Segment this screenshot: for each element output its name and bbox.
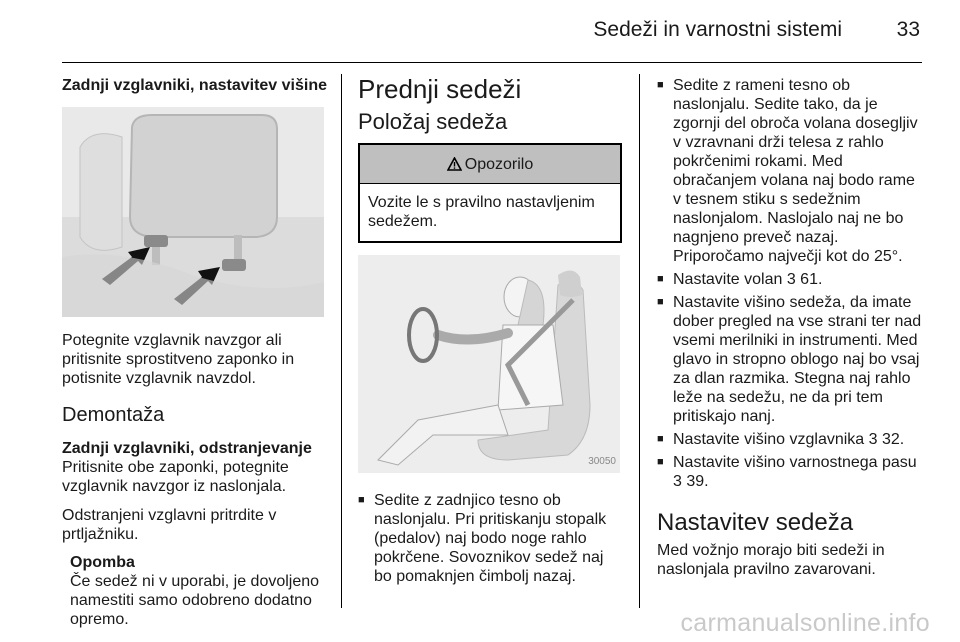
bullet-item: ■ Nastavite višino sedeža, da imate dober pregled na vse strani ter nad vsemi merilniki in instrumenti. Med glavo in stropno oblogo naj bo vsaj za dlan razmika. Stegna naj rahlo leže na sedežu, ne da pri tem pritiskajo nanj. bbox=[657, 293, 925, 426]
bullet-item: ■ Nastavite višino vzglavnika 3 32. bbox=[657, 430, 925, 449]
section-seat-adjust: Nastavitev sedeža bbox=[657, 509, 854, 536]
column-separator-1 bbox=[341, 74, 342, 608]
page-number: 33 bbox=[896, 18, 920, 41]
warning-triangle-icon bbox=[447, 157, 462, 171]
header-rule bbox=[62, 62, 922, 63]
subheading-removal: Zadnji vzglavniki, odstranjevanje bbox=[62, 440, 312, 457]
bullet-item: ■ Sedite z rameni tesno ob naslonjalu. Sedite tako, da je zgornji del obroča volana dosegljiv v vzravnani drži telesa z rahlo pokrčenimi rokami. Med obračanjem volana naj bodo rame v tesnem stiku s sedežnim naslonjalom. Naslojalo naj ne bo nagnjeno preveč nazaj. Priporočamo največji kot do 25°. bbox=[657, 76, 925, 266]
figure-number: 30050 bbox=[588, 456, 616, 467]
paragraph-store: Odstranjeni vzglavni pritrdite v prtljažniku. bbox=[62, 507, 277, 543]
seat-position-list bbox=[358, 491, 620, 586]
bullet-item: ■ Sedite z zadnjico tesno ob naslonjalu. Pri pritiskanju stopalk (pedalov) naj bodo noge rahlo pokrčene. Sovoznikov sedež naj bo pomaknjen čimbolj nazaj. bbox=[358, 491, 620, 586]
left-column bbox=[62, 74, 330, 629]
warning-box bbox=[358, 143, 622, 243]
page-header-title: Sedeži in varnostni sistemi bbox=[593, 18, 842, 41]
note-text: Če sedež ni v uporabi, je dovoljeno namestiti samo odobreno dodatno opremo. bbox=[70, 573, 320, 628]
headrest-illustration bbox=[62, 107, 324, 317]
warning-title: Opozorilo bbox=[464, 155, 534, 173]
paragraph-seat-secured: Med vožnjo morajo biti sedeži in naslonjala pravilno zavarovani. bbox=[657, 542, 885, 578]
section-heading: Zadnji vzglavniki, nastavitev višine bbox=[62, 77, 327, 94]
bullet-item: ■ Nastavite volan 3 61. bbox=[657, 270, 925, 289]
watermark: carmanualsonline.info bbox=[680, 609, 930, 637]
driver-seat-illustration bbox=[358, 255, 620, 473]
section-removal: Demontaža bbox=[62, 404, 165, 426]
right-column bbox=[657, 74, 925, 579]
paragraph-removal: Pritisnite obe zaponki, potegnite vzglavnik navzgor iz naslonjala. bbox=[62, 459, 289, 495]
column-separator-2 bbox=[639, 74, 640, 608]
seat-instructions-list bbox=[657, 76, 925, 491]
middle-column bbox=[358, 74, 620, 586]
chapter-title: Prednji sedeži bbox=[358, 74, 522, 104]
chapter-subtitle: Položaj sedeža bbox=[358, 109, 508, 134]
paragraph-headrest-adjust: Potegnite vzglavnik navzgor ali pritisnite sprostitveno zaponko in potisnite vzglavnik navzdol. bbox=[62, 332, 295, 387]
note-block bbox=[62, 553, 330, 629]
note-title: Opomba bbox=[70, 554, 135, 571]
warning-body: Vozite le s pravilno nastavljenim sedežem. bbox=[368, 194, 595, 230]
warning-header bbox=[360, 145, 620, 184]
bullet-item: ■ Nastavite višino varnostnega pasu 3 39. bbox=[657, 453, 925, 491]
